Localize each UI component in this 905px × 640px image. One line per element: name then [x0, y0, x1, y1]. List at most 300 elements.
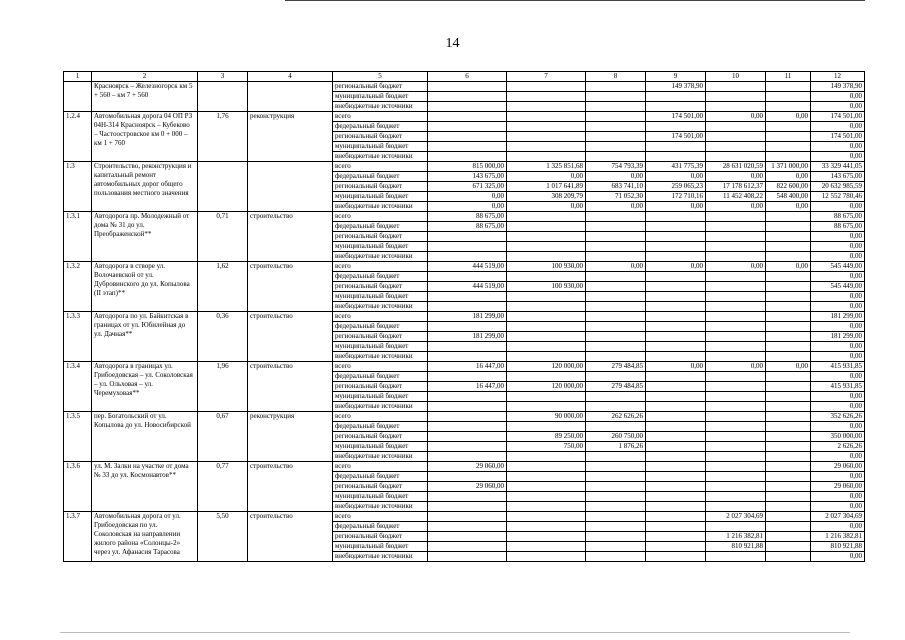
- year-value: 431 775,39: [646, 162, 706, 172]
- total-value: 0,00: [811, 522, 865, 532]
- year-value: 181 299,00: [428, 332, 507, 342]
- column-header: 10: [706, 72, 766, 82]
- item-number: 1.3.3: [64, 312, 92, 362]
- year-value: [428, 492, 507, 502]
- total-value: 0,00: [811, 352, 865, 362]
- year-value: 120 000,00: [507, 362, 586, 372]
- total-value: 0,00: [811, 422, 865, 432]
- item-name: Автодорога в границах ул. Грибоедовская – ул. Соколовская – ул. Ольховая – ул. Черемуховая**: [92, 362, 198, 412]
- year-value: 0,00: [507, 202, 586, 212]
- item-number: 1.3.5: [64, 412, 92, 462]
- year-value: [646, 342, 706, 352]
- year-value: [766, 312, 811, 322]
- total-value: 174 501,00: [811, 112, 865, 122]
- year-value: [646, 452, 706, 462]
- year-value: [706, 382, 766, 392]
- year-value: [507, 532, 586, 542]
- funding-source: внебюджетные источники: [333, 152, 428, 162]
- funding-source: всего: [333, 412, 428, 422]
- year-value: [586, 272, 646, 282]
- year-value: [646, 482, 706, 492]
- total-value: 0,00: [811, 402, 865, 412]
- year-value: 88 675,00: [428, 222, 507, 232]
- year-value: [428, 552, 507, 562]
- funding-source: внебюджетные источники: [333, 102, 428, 112]
- year-value: [766, 372, 811, 382]
- year-value: [646, 492, 706, 502]
- year-value: [766, 132, 811, 142]
- year-value: [507, 462, 586, 472]
- year-value: [646, 212, 706, 222]
- year-value: [586, 92, 646, 102]
- item-length: 0,36: [198, 312, 248, 362]
- year-value: 143 675,00: [428, 172, 507, 182]
- year-value: [646, 312, 706, 322]
- year-value: 90 000,00: [507, 412, 586, 422]
- year-value: [428, 532, 507, 542]
- year-value: 1 216 382,81: [706, 532, 766, 542]
- year-value: [706, 282, 766, 292]
- year-value: [507, 152, 586, 162]
- year-value: 0,00: [646, 172, 706, 182]
- year-value: [706, 442, 766, 452]
- year-value: [766, 292, 811, 302]
- total-value: 181 299,00: [811, 312, 865, 322]
- total-value: 29 060,00: [811, 462, 865, 472]
- total-value: 174 501,00: [811, 132, 865, 142]
- year-value: 100 930,00: [507, 282, 586, 292]
- year-value: 0,00: [428, 202, 507, 212]
- year-value: [646, 512, 706, 522]
- year-value: [428, 242, 507, 252]
- table-row: [64, 462, 865, 472]
- funding-source: региональный бюджет: [333, 182, 428, 192]
- year-value: [507, 272, 586, 282]
- column-header: 8: [586, 72, 646, 82]
- year-value: [507, 102, 586, 112]
- year-value: [646, 422, 706, 432]
- top-rule: [285, 0, 865, 1]
- year-value: 308 209,79: [507, 192, 586, 202]
- year-value: [586, 232, 646, 242]
- year-value: [586, 512, 646, 522]
- column-header: 1: [64, 72, 92, 82]
- year-value: [706, 402, 766, 412]
- year-value: [646, 272, 706, 282]
- funding-source: муниципальный бюджет: [333, 492, 428, 502]
- table-row: [64, 262, 865, 272]
- total-value: 20 632 985,59: [811, 182, 865, 192]
- year-value: [507, 392, 586, 402]
- year-value: [766, 302, 811, 312]
- year-value: [507, 322, 586, 332]
- year-value: [646, 352, 706, 362]
- year-value: 0,00: [766, 112, 811, 122]
- year-value: 0,00: [646, 362, 706, 372]
- year-value: [586, 332, 646, 342]
- funding-source: федеральный бюджет: [333, 172, 428, 182]
- year-value: [706, 252, 766, 262]
- year-value: [428, 82, 507, 92]
- funding-source: внебюджетные источники: [333, 302, 428, 312]
- total-value: 0,00: [811, 472, 865, 482]
- table-row: [64, 82, 865, 92]
- year-value: [766, 222, 811, 232]
- funding-source: региональный бюджет: [333, 532, 428, 542]
- item-work-type: строительство: [248, 312, 333, 362]
- year-value: [646, 532, 706, 542]
- year-value: [428, 512, 507, 522]
- year-value: [646, 282, 706, 292]
- year-value: [428, 542, 507, 552]
- table-row: [64, 112, 865, 122]
- total-value: 149 378,90: [811, 82, 865, 92]
- year-value: [507, 502, 586, 512]
- year-value: 0,00: [586, 262, 646, 272]
- total-value: 2 626,26: [811, 442, 865, 452]
- column-header: 7: [507, 72, 586, 82]
- year-value: [766, 102, 811, 112]
- year-value: [507, 292, 586, 302]
- funding-source: федеральный бюджет: [333, 222, 428, 232]
- year-value: [507, 522, 586, 532]
- year-value: 1 017 641,89: [507, 182, 586, 192]
- year-value: [586, 502, 646, 512]
- year-value: [507, 342, 586, 352]
- year-value: [507, 92, 586, 102]
- year-value: [586, 102, 646, 112]
- year-value: [586, 212, 646, 222]
- year-value: 754 793,39: [586, 162, 646, 172]
- item-name: Строительство, реконструкция и капитальный ремонт автомобильных дорог общего пользования местного значения: [92, 162, 198, 212]
- item-work-type: реконструкция: [248, 412, 333, 462]
- year-value: [586, 132, 646, 142]
- funding-source: внебюджетные источники: [333, 402, 428, 412]
- column-header: 2: [92, 72, 198, 82]
- total-value: 0,00: [811, 372, 865, 382]
- funding-source: региональный бюджет: [333, 232, 428, 242]
- year-value: [428, 152, 507, 162]
- total-value: 545 449,00: [811, 262, 865, 272]
- item-name: Автомобильная дорога 04 ОП РЗ 04Н-314 Красноярск – Кубеково – Частоостровское км 0 + 000 – км 1 + 760: [92, 112, 198, 162]
- year-value: [428, 342, 507, 352]
- year-value: [586, 352, 646, 362]
- funding-source: региональный бюджет: [333, 482, 428, 492]
- year-value: 29 060,00: [428, 462, 507, 472]
- funding-source: муниципальный бюджет: [333, 292, 428, 302]
- year-value: [706, 462, 766, 472]
- year-value: [646, 542, 706, 552]
- year-value: [507, 452, 586, 462]
- year-value: [507, 542, 586, 552]
- funding-source: региональный бюджет: [333, 432, 428, 442]
- year-value: [507, 492, 586, 502]
- year-value: [507, 222, 586, 232]
- year-value: 822 600,00: [766, 182, 811, 192]
- funding-source: муниципальный бюджет: [333, 542, 428, 552]
- budget-table: [63, 71, 865, 562]
- item-number: [64, 82, 92, 112]
- year-value: [586, 252, 646, 262]
- year-value: [706, 432, 766, 442]
- year-value: [766, 472, 811, 482]
- year-value: [706, 212, 766, 222]
- funding-source: всего: [333, 512, 428, 522]
- page-number: 14: [445, 36, 460, 51]
- funding-source: муниципальный бюджет: [333, 142, 428, 152]
- year-value: 28 631 020,59: [706, 162, 766, 172]
- year-value: 71 052,30: [586, 192, 646, 202]
- year-value: [706, 422, 766, 432]
- funding-source: муниципальный бюджет: [333, 442, 428, 452]
- year-value: [507, 212, 586, 222]
- funding-source: муниципальный бюджет: [333, 342, 428, 352]
- year-value: [507, 422, 586, 432]
- year-value: [586, 532, 646, 542]
- year-value: 0,00: [706, 262, 766, 272]
- total-value: 2 027 304,69: [811, 512, 865, 522]
- funding-source: федеральный бюджет: [333, 122, 428, 132]
- year-value: 100 930,00: [507, 262, 586, 272]
- item-name: ул. М. Залки на участке от дома № 33 до ул. Космонавтов**: [92, 462, 198, 512]
- total-value: 0,00: [811, 242, 865, 252]
- year-value: [766, 502, 811, 512]
- year-value: [428, 102, 507, 112]
- year-value: [586, 242, 646, 252]
- year-value: [766, 402, 811, 412]
- funding-source: федеральный бюджет: [333, 472, 428, 482]
- total-value: 0,00: [811, 452, 865, 462]
- year-value: 0,00: [706, 172, 766, 182]
- year-value: 0,00: [706, 112, 766, 122]
- year-value: [766, 532, 811, 542]
- year-value: [586, 122, 646, 132]
- total-value: 181 299,00: [811, 332, 865, 342]
- year-value: 0,00: [646, 202, 706, 212]
- year-value: 89 250,00: [507, 432, 586, 442]
- year-value: [646, 552, 706, 562]
- year-value: 174 501,00: [646, 112, 706, 122]
- year-value: [706, 232, 766, 242]
- funding-source: региональный бюджет: [333, 282, 428, 292]
- year-value: [428, 122, 507, 132]
- funding-source: федеральный бюджет: [333, 272, 428, 282]
- year-value: [766, 232, 811, 242]
- year-value: [507, 512, 586, 522]
- year-value: [586, 342, 646, 352]
- year-value: [507, 82, 586, 92]
- year-value: [428, 432, 507, 442]
- funding-source: внебюджетные источники: [333, 452, 428, 462]
- funding-source: региональный бюджет: [333, 132, 428, 142]
- year-value: [646, 522, 706, 532]
- table-row: [64, 312, 865, 322]
- year-value: 88 675,00: [428, 212, 507, 222]
- year-value: [766, 482, 811, 492]
- year-value: [507, 312, 586, 322]
- year-value: [766, 452, 811, 462]
- funding-source: внебюджетные источники: [333, 502, 428, 512]
- item-length: [198, 162, 248, 212]
- year-value: 2 027 304,69: [706, 512, 766, 522]
- year-value: [586, 392, 646, 402]
- total-value: 143 675,00: [811, 172, 865, 182]
- year-value: [428, 402, 507, 412]
- year-value: [766, 522, 811, 532]
- table-row: [64, 362, 865, 372]
- funding-source: муниципальный бюджет: [333, 242, 428, 252]
- item-work-type: строительство: [248, 262, 333, 312]
- year-value: [507, 552, 586, 562]
- column-header: 5: [333, 72, 428, 82]
- year-value: [706, 452, 766, 462]
- year-value: 149 378,90: [646, 82, 706, 92]
- year-value: 0,00: [428, 192, 507, 202]
- total-value: 0,00: [811, 252, 865, 262]
- year-value: [586, 472, 646, 482]
- total-value: 0,00: [811, 392, 865, 402]
- year-value: 671 325,00: [428, 182, 507, 192]
- year-value: [507, 352, 586, 362]
- year-value: [706, 472, 766, 482]
- year-value: 750,00: [507, 442, 586, 452]
- year-value: [706, 322, 766, 332]
- year-value: [706, 482, 766, 492]
- year-value: [646, 252, 706, 262]
- year-value: 1 876,26: [586, 442, 646, 452]
- year-value: [706, 352, 766, 362]
- year-value: [646, 232, 706, 242]
- year-value: [766, 272, 811, 282]
- year-value: [646, 152, 706, 162]
- year-value: [428, 302, 507, 312]
- year-value: 16 447,00: [428, 362, 507, 372]
- item-name: пер. Богатольский от ул. Копылова до ул. Новосибирской: [92, 412, 198, 462]
- year-value: [507, 332, 586, 342]
- funding-source: внебюджетные источники: [333, 202, 428, 212]
- year-value: 0,00: [646, 262, 706, 272]
- year-value: 16 447,00: [428, 382, 507, 392]
- year-value: [428, 232, 507, 242]
- funding-source: региональный бюджет: [333, 82, 428, 92]
- item-length: [198, 82, 248, 112]
- item-work-type: строительство: [248, 362, 333, 412]
- year-value: [428, 292, 507, 302]
- year-value: 0,00: [507, 172, 586, 182]
- funding-source: региональный бюджет: [333, 382, 428, 392]
- year-value: [766, 322, 811, 332]
- funding-source: всего: [333, 212, 428, 222]
- year-value: [586, 82, 646, 92]
- funding-source: внебюджетные источники: [333, 252, 428, 262]
- year-value: [586, 462, 646, 472]
- year-value: [646, 392, 706, 402]
- year-value: 172 710,16: [646, 192, 706, 202]
- year-value: [646, 412, 706, 422]
- item-work-type: строительство: [248, 212, 333, 262]
- total-value: 0,00: [811, 302, 865, 312]
- year-value: [706, 132, 766, 142]
- year-value: 0,00: [706, 362, 766, 372]
- total-value: 33 329 441,05: [811, 162, 865, 172]
- year-value: [646, 402, 706, 412]
- year-value: [507, 232, 586, 242]
- year-value: [428, 112, 507, 122]
- year-value: [428, 392, 507, 402]
- total-value: 0,00: [811, 342, 865, 352]
- year-value: [706, 82, 766, 92]
- year-value: [586, 302, 646, 312]
- year-value: [428, 522, 507, 532]
- year-value: [766, 332, 811, 342]
- year-value: [507, 252, 586, 262]
- funding-source: всего: [333, 262, 428, 272]
- year-value: [586, 222, 646, 232]
- year-value: [646, 302, 706, 312]
- item-number: 1.3.6: [64, 462, 92, 512]
- year-value: [766, 282, 811, 292]
- year-value: [766, 122, 811, 132]
- year-value: [706, 312, 766, 322]
- year-value: [766, 512, 811, 522]
- year-value: [766, 252, 811, 262]
- funding-source: федеральный бюджет: [333, 322, 428, 332]
- item-number: 1.3.1: [64, 212, 92, 262]
- total-value: 0,00: [811, 102, 865, 112]
- year-value: [586, 322, 646, 332]
- funding-source: федеральный бюджет: [333, 522, 428, 532]
- year-value: [646, 332, 706, 342]
- total-value: 415 931,85: [811, 382, 865, 392]
- item-number: 1.3: [64, 162, 92, 212]
- year-value: [766, 392, 811, 402]
- year-value: [646, 122, 706, 132]
- year-value: [766, 542, 811, 552]
- year-value: [507, 402, 586, 412]
- year-value: [646, 242, 706, 252]
- year-value: 0,00: [586, 202, 646, 212]
- year-value: [646, 142, 706, 152]
- total-value: 350 000,00: [811, 432, 865, 442]
- year-value: [706, 492, 766, 502]
- year-value: [706, 372, 766, 382]
- year-value: [428, 502, 507, 512]
- year-value: [428, 442, 507, 452]
- total-value: 352 626,26: [811, 412, 865, 422]
- year-value: 29 060,00: [428, 482, 507, 492]
- column-header: 11: [766, 72, 811, 82]
- total-value: 0,00: [811, 272, 865, 282]
- table-row: [64, 412, 865, 422]
- year-value: [646, 442, 706, 452]
- total-value: 0,00: [811, 492, 865, 502]
- year-value: 11 452 408,22: [706, 192, 766, 202]
- year-value: [507, 122, 586, 132]
- total-value: 0,00: [811, 152, 865, 162]
- year-value: [507, 242, 586, 252]
- item-length: 1,62: [198, 262, 248, 312]
- item-length: 0,71: [198, 212, 248, 262]
- total-value: 415 931,85: [811, 362, 865, 372]
- total-value: 0,00: [811, 502, 865, 512]
- year-value: [586, 522, 646, 532]
- year-value: [428, 92, 507, 102]
- year-value: [766, 462, 811, 472]
- year-value: [706, 102, 766, 112]
- year-value: 181 299,00: [428, 312, 507, 322]
- total-value: 88 675,00: [811, 222, 865, 232]
- year-value: [507, 302, 586, 312]
